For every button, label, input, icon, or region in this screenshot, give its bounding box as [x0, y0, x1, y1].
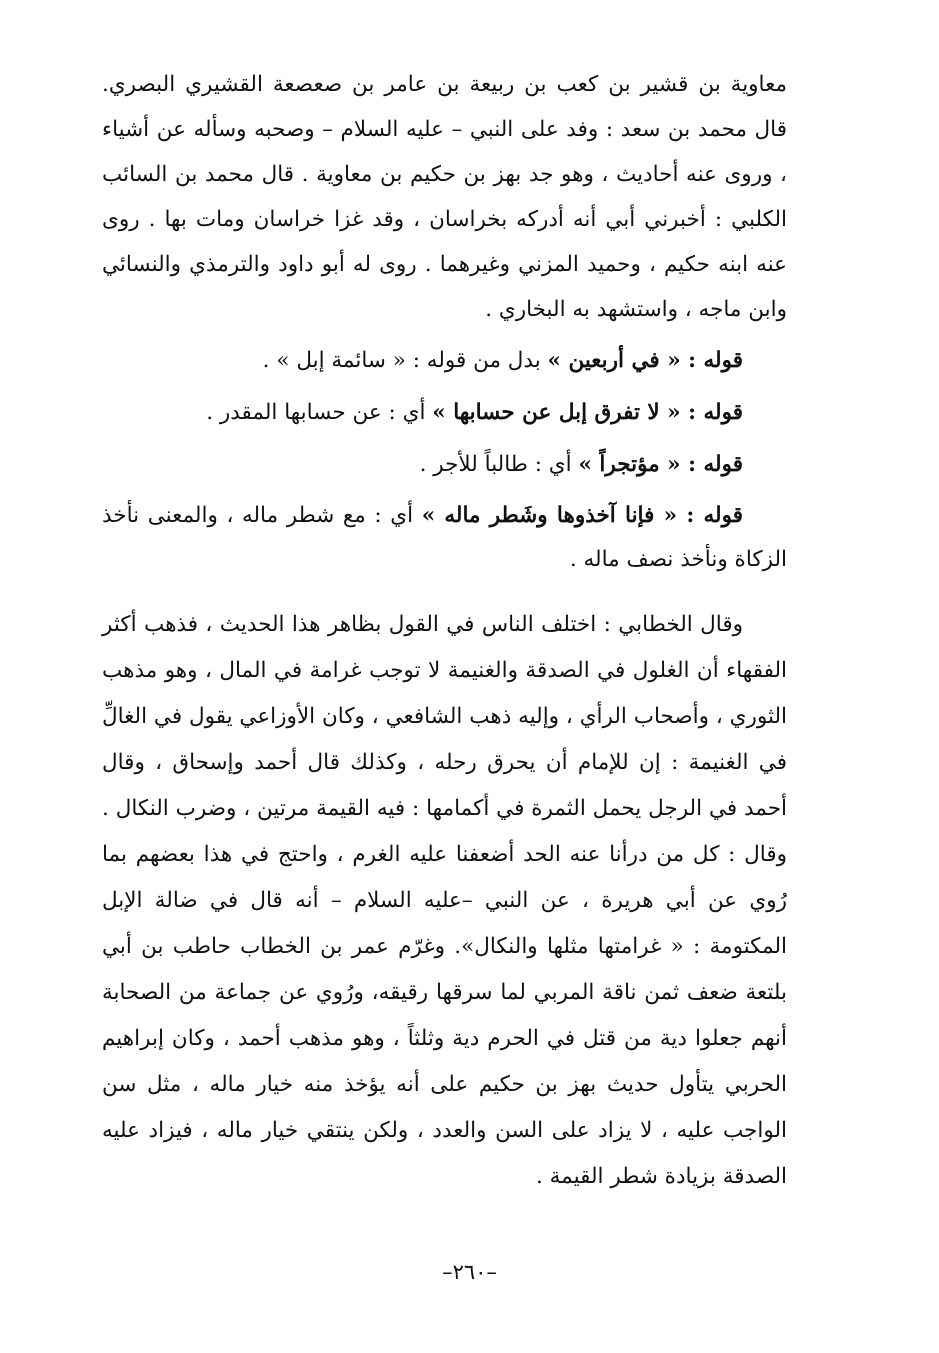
khattabi-text: وقال الخطابي : اختلف الناس في القول بظاهر هذا الحديث ، فذهب أكثر الفقهاء أن الغلول في الصدقة والغنيمة لا توجب غرامة في المال ، وهو مذهب الثوري ، وأصحاب الرأي ، وإليه ذهب الشافعي ، وكان الأوزاعي يقول في الغالِّ في الغنيمة : إن للإمام أن يحرق رحله ، وكذلك قال أحمد وإسحاق ، وقال أحمد في الرجل يحمل الثمرة في أكمامها : فيه القيمة مرتين ، وضرب النكال . وقال : كل من درأنا عنه الحد أضعفنا عليه الغرم ، واحتج في هذا بعضهم بما رُوي عن أبي هريرة ، عن النبي –عليه السلام – أنه قال في ضالة الإبل المكتومة : « غرامتها مثلها والنكال». وغرّم عمر بن الخطاب حاطب بن أبي بلتعة ضعف ثمن ناقة المربي لما سرقها رقيقه، ورُوي عن جماعة من الصحابة أنهم جعلوا دية من قتل في الحرم دية وثلثاً ، وهو مذهب أحمد ، وكان إبراهيم الحربي يتأول حديث بهز بن حكيم على أنه يؤخذ منه خيار ماله ، مثل سن الواجب عليه ، لا يزاد على السن والعدد ، ولكن ينتقي خيار ماله ، فيزاد عليه الصدقة بزيادة شطر القيمة . [102, 612, 787, 1189]
khattabi-paragraph [102, 602, 787, 1200]
note-item [102, 494, 787, 582]
note-text: أي : طالباً للأجر . [419, 452, 579, 477]
note-lead: قوله : « فإنا آخذوها وشَطر ماله » [421, 503, 743, 528]
note-item [102, 391, 787, 435]
note-text: أي : عن حسابها المقدر . [206, 400, 433, 425]
intro-paragraph: معاوية بن قشير بن كعب بن ربيعة بن عامر بن صعصعة القشيري البصري. قال محمد بن سعد : وفد على النبي – عليه السلام – وصحبه وسأله عن أشياء ، وروى عنه أحاديث ، وهو جد بهز بن حكيم بن معاوية . قال محمد بن السائب الكلبي : أخبرني أبي أنه أدركه بخراسان ، وقد غزا خراسان ومات بها . روى عنه ابنه حكيم ، وحميد المزني وغيرهما . روى له أبو داود والترمذي والنسائي وابن ماجه ، واستشهد به البخاري . [102, 72, 787, 322]
note-text: أي : مع شطر ماله ، والمعنى نأخذ الزكاة ونأخذ نصف ماله . [102, 503, 787, 572]
note-item [102, 443, 787, 487]
note-item [102, 339, 787, 383]
note-lead: قوله : « في أربعين » [547, 348, 743, 373]
note-text: بدل من قوله : « سائمة إبل » . [262, 348, 548, 373]
note-lead: قوله : « مؤتجراً » [578, 452, 743, 477]
page-number: –٢٦٠– [442, 1260, 497, 1284]
page-body [102, 62, 787, 1200]
note-lead: قوله : « لا تفرق إبل عن حسابها » [432, 400, 743, 425]
